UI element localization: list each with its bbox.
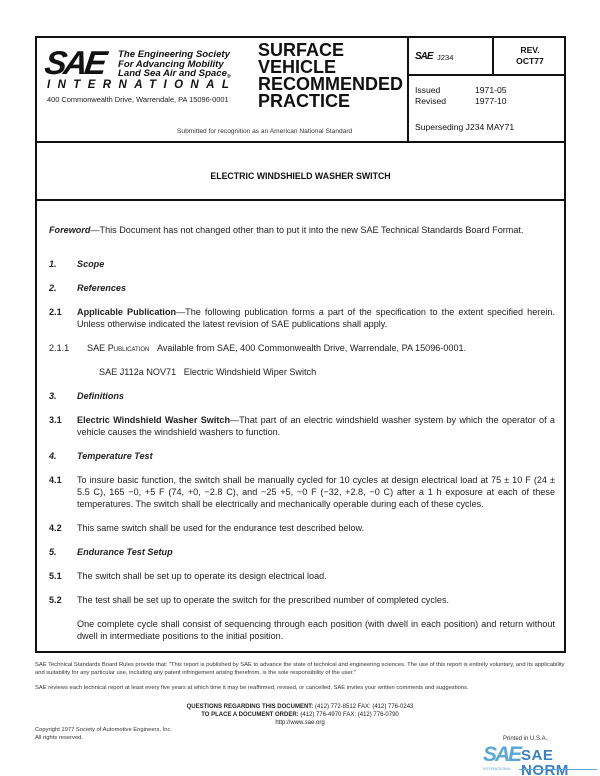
- logo-address: 400 Commonwealth Drive, Warrendale, PA 15096-0001: [47, 95, 229, 104]
- section-heading: References: [77, 283, 127, 293]
- superseding-note: Superseding J234 MAY71: [415, 122, 515, 132]
- website-link[interactable]: http://www.sae.org: [275, 720, 325, 726]
- document-header: [37, 38, 564, 143]
- rules-note: SAE Technical Standards Board Rules provide that: "This report is published by SAE to advance the state of technical and engineering sciences. The use of this report is entirely voluntary, and its applicability and suitability for any particular use, including any patent infringement arising therefrom, is the sole responsibility of the user.": [35, 662, 565, 676]
- sae-norm-watermark: SAE SAE NORM INTERNATIONAL: [483, 745, 597, 773]
- section-heading: Definitions: [77, 391, 124, 401]
- sae-norm-logo-icon: SAE: [483, 743, 521, 766]
- title-box: [37, 143, 564, 201]
- document-number: SAE J234: [409, 38, 494, 76]
- document-metadata: [407, 38, 564, 141]
- questions-contact: QUESTIONS REGARDING THIS DOCUMENT: (412) 772-8512 FAX: (412) 776-0243: [186, 704, 414, 710]
- document-type: SURFACE VEHICLE RECOMMENDED PRACTICE: [258, 40, 404, 111]
- copyright: Copyright 1977 Society of Automotive Engineers, Inc.: [35, 727, 172, 733]
- registered-mark: ®: [226, 74, 231, 80]
- revised-date: Revised 1977-10: [415, 96, 507, 106]
- foreword: Foreword—This Document has not changed other than to put it into the new SAE Technical Standards Board Format.: [49, 225, 524, 235]
- sae-small-logo: SAE: [415, 51, 433, 62]
- section-heading: Temperature Test: [77, 451, 153, 461]
- issued-date: Issued 1971-05: [415, 85, 507, 95]
- document-title: ELECTRIC WINDSHIELD WASHER SWITCH: [210, 171, 391, 181]
- logo-tagline: The Engineering Society For Advancing Mobility Land Sea Air and Space$_®$: [118, 49, 231, 80]
- printed-in: Printed in U.S.A.: [503, 736, 548, 742]
- section-heading: Scope: [77, 259, 105, 269]
- section-heading: Endurance Test Setup: [77, 547, 173, 557]
- review-note: SAE reviews each technical report at least every five years at which time it may be reaffirmed, revised, or cancelled. SAE invites your written comments and suggestions.: [35, 685, 469, 691]
- ansi-submission-note: Submitted for recognition as an American National Standard: [177, 128, 353, 135]
- document-frame: SAE The Engineering Society For Advancing Mobility Land Sea Air and Space$_®$ INTERNATIONAL 400 Commonwealth Drive, Warrendale, PA 15096-0001 SURFACE VEHICLE RECOMMENDED PRACTICE Submitted for recognition as an American National Standard SAE J234 REV. OCT77 Issued 1971-05 Revised 1977-10 Superseding J234 MAY71 ELECTRIC WINDSHIELD WASHER SWITCH Foreword—This Document has not changed other than to put it into the new SAE Technical Standards Board Format. 1. Scope 2. References 2.1 Applicable Publication—The following publication forms a part of the specification to the extent specified herein. Unless otherwise indicated the latest revision of SAE publications shall apply. 2.1.1 SAE Publication Available from SAE, 400 Commonwealth Drive, Warrendale, PA 15096-0001. SAE J112a NOV71 Electric Windshield Wiper Switch 3. Definitions 3.1 Electric Windshield Washer Switch—That part of an electric windshield washer system by which the operator of a vehicle causes the windshield washers to function. 4. Temperature Test 4.1 To insure basic function, the switch shall be manually cycled for 10 cycles at design electrical load at 75 ± 10 F (24 ± 5.5 C), 165 −0, +5 F (74, +0, −2.8 C), and −25 +5, −0 F (−32, +2.8, −0 C) after a 1 h exposure at each of these temperatures. The switch shall be electrically and mechanically operable during each of these cycles. 4.2 This same switch shall be used for the endurance test described below. 5. Endurance Test Setup 5.1 The switch shall be set up to operate its design electrical load. 5.2 The test shall be set up to operate the switch for the prescribed number of completed cycles. One complete cycle shall consist of sequencing through each position (with dwell in each position) and return without dwell in intermediate positions to the initial position.: [35, 36, 566, 653]
- order-contact: TO PLACE A DOCUMENT ORDER: (412) 776-4970 FAX: (412) 776-0790: [201, 712, 399, 718]
- sae-logo-mark: SAE: [42, 44, 107, 81]
- logo-international: INTERNATIONAL: [47, 79, 237, 91]
- revision: REV. OCT77: [516, 45, 544, 66]
- rights-reserved: All rights reserved.: [35, 735, 84, 741]
